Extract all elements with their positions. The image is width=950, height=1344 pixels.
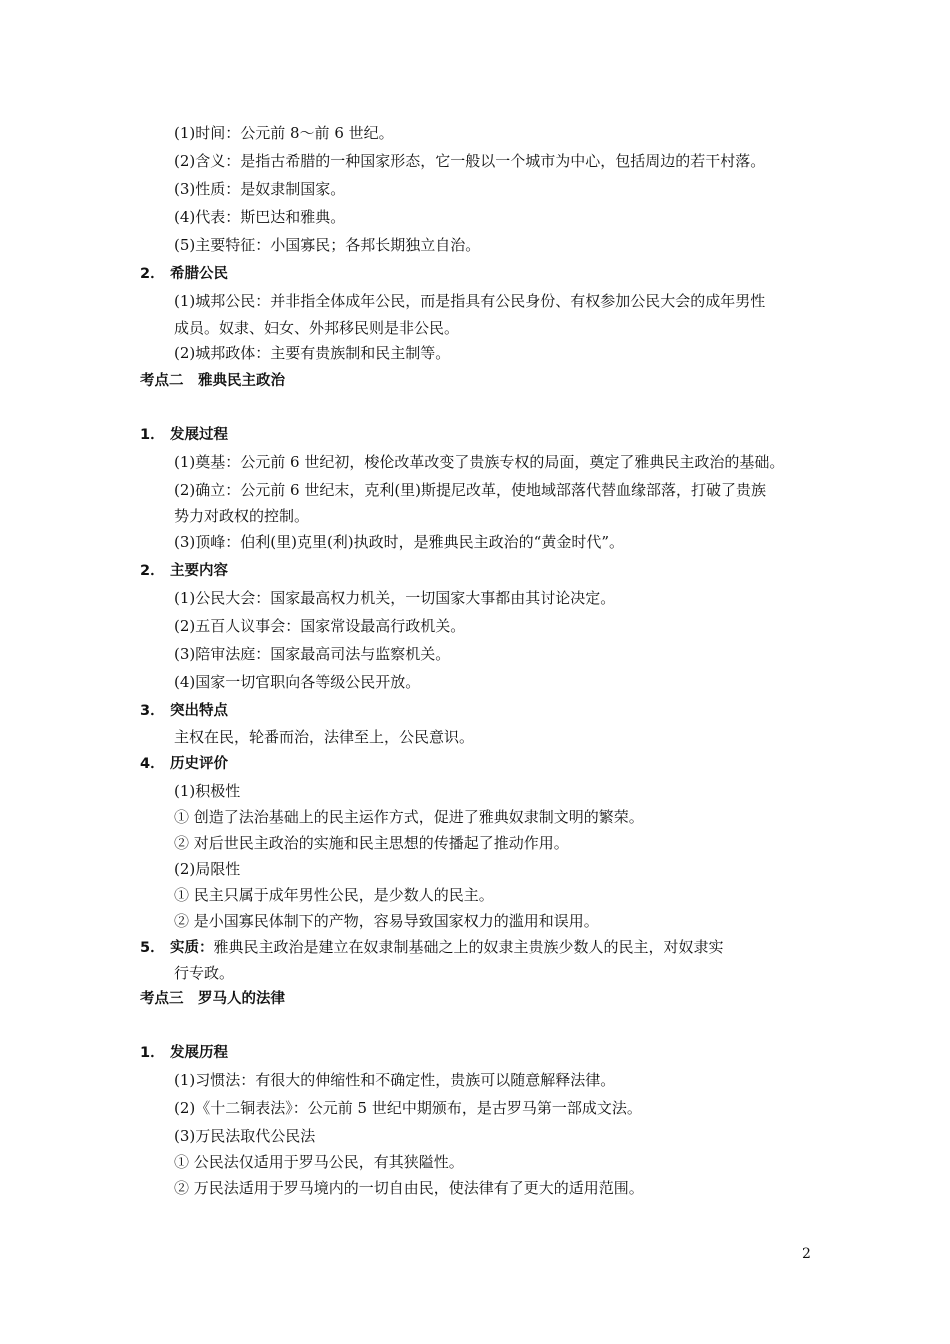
text-line: 势力对政权的控制。: [174, 507, 310, 525]
text-line: (4)国家一切官职向各等级公民开放。: [174, 673, 421, 691]
text-line: (3)陪审法庭：国家最高司法与监察机关。: [174, 645, 451, 663]
list-number: 5．: [140, 940, 165, 956]
text-line: ① 公民法仅适用于罗马公民，有其狭隘性。: [174, 1153, 464, 1171]
heading-text: 希腊公民: [170, 266, 228, 282]
heading-text: 发展过程: [170, 427, 228, 443]
text-line: ① 创造了法治基础上的民主运作方式，促进了雅典奴隶制文明的繁荣。: [174, 808, 644, 826]
list-heading: [140, 263, 228, 284]
list-number: 2．: [140, 563, 165, 579]
text-line: (2)局限性: [174, 860, 241, 878]
list-heading: [140, 700, 228, 721]
text-line: 行专政。: [174, 964, 235, 982]
heading-text: 发展历程: [170, 1045, 228, 1061]
text-line: (2)五百人议事会：国家常设最高行政机关。: [174, 617, 466, 635]
text-line: ② 万民法适用于罗马境内的一切自由民，使法律有了更大的适用范围。: [174, 1179, 644, 1197]
list-heading: [140, 753, 228, 774]
text-line: (5)主要特征：小国寡民；各邦长期独立自治。: [174, 236, 481, 254]
list-heading: [140, 560, 228, 581]
heading-text: 实质：: [170, 940, 214, 956]
text-line: (2)含义：是指古希腊的一种国家形态，它一般以一个城市为中心，包括周边的若干村落。: [174, 152, 766, 170]
text-line: (3)万民法取代公民法: [174, 1127, 316, 1145]
text-line: ② 是小国寡民体制下的产物，容易导致国家权力的滥用和误用。: [174, 912, 599, 930]
list-heading: [140, 424, 228, 445]
list-heading: [140, 937, 724, 958]
text-line: (1)习惯法：有很大的伸缩性和不确定性，贵族可以随意解释法律。: [174, 1071, 616, 1089]
heading-body: 雅典民主政治是建立在奴隶制基础之上的奴隶主贵族少数人的民主，对奴隶实: [213, 938, 724, 956]
text-line: (2)确立：公元前 6 世纪末，克利(里)斯提尼改革，使地域部落代替血缘部落，打破了贵族: [174, 481, 767, 499]
text-line: (4)代表：斯巴达和雅典。: [174, 208, 346, 226]
text-line: 成员。奴隶、妇女、外邦移民则是非公民。: [174, 319, 460, 337]
text-line: ② 对后世民主政治的实施和民主思想的传播起了推动作用。: [174, 834, 569, 852]
list-number: 2．: [140, 266, 165, 282]
heading-text: 历史评价: [170, 756, 228, 772]
text-line: (1)奠基：公元前 6 世纪初，梭伦改革改变了贵族专权的局面，奠定了雅典民主政治的基础。: [174, 453, 785, 471]
heading-text: 突出特点: [170, 703, 228, 719]
text-line: (3)性质：是奴隶制国家。: [174, 180, 346, 198]
list-number: 1．: [140, 1045, 165, 1061]
text-line: 主权在民，轮番而治，法律至上，公民意识。: [174, 728, 475, 746]
section-title: 考点三 罗马人的法律: [140, 991, 285, 1007]
page-number: 2: [802, 1246, 811, 1262]
text-line: (1)时间：公元前 8～前 6 世纪。: [174, 124, 394, 142]
text-line: (3)顶峰：伯利(里)克里(利)执政时，是雅典民主政治的“黄金时代”。: [174, 533, 624, 551]
list-number: 4．: [140, 756, 165, 772]
text-line: (1)城邦公民：并非指全体成年公民，而是指具有公民身份、有权参加公民大会的成年男性: [174, 292, 766, 310]
list-heading: [140, 1042, 228, 1063]
text-line: (1)公民大会：国家最高权力机关，一切国家大事都由其讨论决定。: [174, 589, 616, 607]
text-line: ① 民主只属于成年男性公民，是少数人的民主。: [174, 886, 494, 904]
section-title: 考点二 雅典民主政治: [140, 373, 285, 389]
list-number: 3．: [140, 703, 165, 719]
list-number: 1．: [140, 427, 165, 443]
text-line: (2)《十二铜表法》：公元前 5 世纪中期颁布，是古罗马第一部成文法。: [174, 1099, 642, 1117]
text-line: (1)积极性: [174, 782, 241, 800]
heading-text: 主要内容: [170, 563, 228, 579]
text-line: (2)城邦政体：主要有贵族制和民主制等。: [174, 344, 451, 362]
